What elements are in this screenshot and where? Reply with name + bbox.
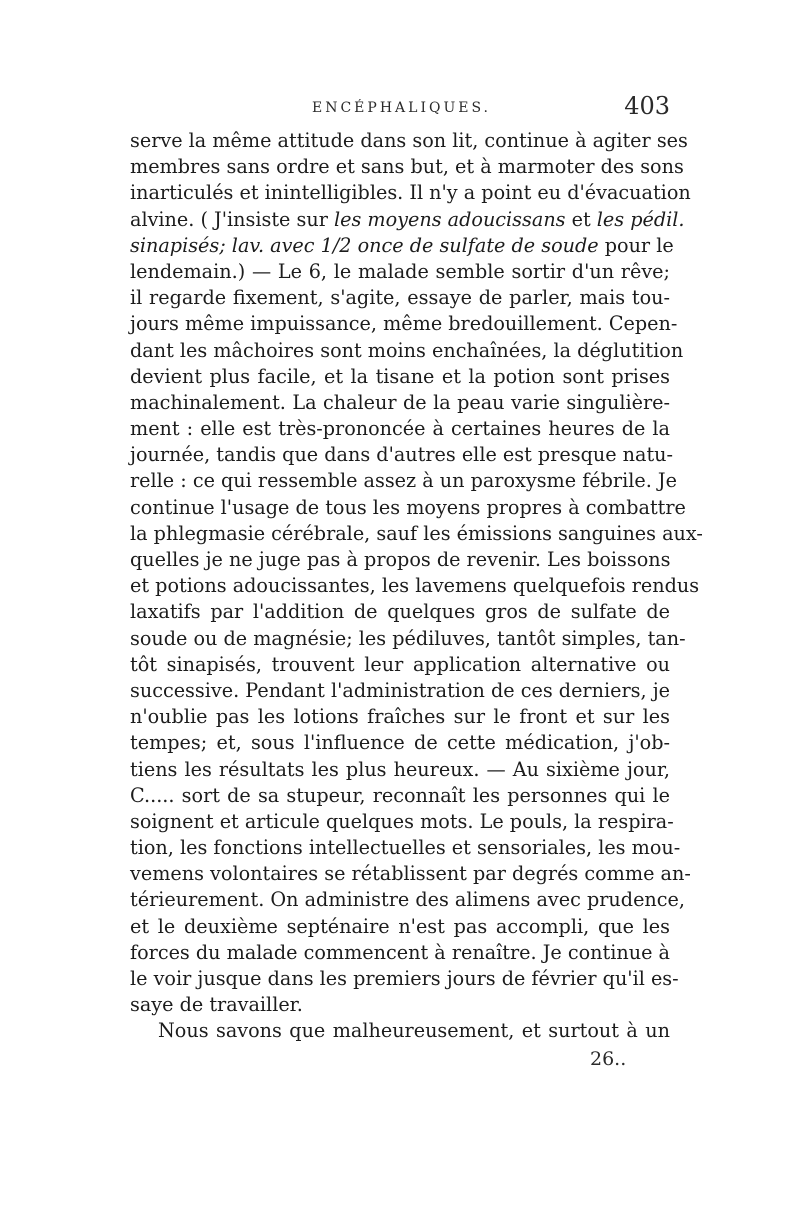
- text-line: machinalement. La chaleur de la peau varie singulière-: [130, 390, 670, 414]
- text-line: lendemain.) — Le 6, le malade semble sortir d'un rêve;: [130, 259, 670, 283]
- text-line: dant les mâchoires sont moins enchaînées, la déglutition: [130, 338, 684, 362]
- text-line: successive. Pendant l'administration de ces derniers, je: [130, 678, 670, 702]
- text-line: tempes; et, sous l'influence de cette médication, j'ob-: [130, 731, 670, 755]
- text-line: le voir jusque dans les premiers jours de février qu'il es-: [130, 967, 679, 990]
- text-line: tion, les fonctions intellectuelles et sensoriales, les mou-: [130, 836, 681, 860]
- text-line: continue l'usage de tous les moyens propres à combattre: [130, 495, 686, 519]
- italic-text: les moyens adoucissans: [333, 207, 566, 231]
- text-line: inarticulés et inintelligibles. Il n'y a point eu d'évacuation: [130, 181, 691, 205]
- italic-text: les pédil.: [596, 207, 685, 231]
- text-line: laxatifs par l'addition de quelques gros de sulfate de: [130, 600, 670, 624]
- text-line: [130, 207, 685, 233]
- text-segment: et: [565, 207, 597, 231]
- text-segment: alvine. ( J'insiste sur: [130, 207, 334, 231]
- text-line: saye de travailler.: [130, 993, 303, 1017]
- text-line: quelles je ne juge pas à propos de revenir. Les boissons: [130, 548, 671, 571]
- text-segment: pour le: [598, 233, 674, 257]
- text-line: il regarde fixement, s'agite, essaye de parler, mais tou-: [130, 286, 670, 310]
- text-line: Nous savons que malheureusement, et surtout à un: [158, 1019, 670, 1043]
- text-line: vemens volontaires se rétablissent par degrés comme an-: [130, 862, 691, 886]
- text-line: serve la même attitude dans son lit, continue à agiter ses: [130, 129, 688, 152]
- text-line: relle : ce qui ressemble assez à un paroxysme fébrile. Je: [130, 469, 677, 493]
- text-line: tôt sinapisés, trouvent leur application alternative ou: [130, 652, 670, 676]
- text-line: devient plus facile, et la tisane et la potion sont prises: [130, 364, 670, 388]
- signature-mark: 26..: [590, 1048, 627, 1070]
- text-line: membres sans ordre et sans but, et à marmoter des sons: [130, 155, 684, 179]
- page-header: [130, 92, 670, 128]
- italic-text: sinapisés; lav. avec 1/2 once de sulfate de soude: [130, 233, 599, 257]
- text-line: tiens les résultats les plus heureux. — Au sixième jour,: [130, 757, 670, 781]
- running-head: ENCÉPHALIQUES.: [312, 100, 492, 116]
- text-line: soude ou de magnésie; les pédiluves, tantôt simples, tan-: [130, 626, 686, 650]
- text-line: [130, 233, 674, 259]
- text-line: journée, tandis que dans d'autres elle est presque natu-: [130, 443, 674, 467]
- text-line: et potions adoucissantes, les lavemens quelquefois rendus: [130, 574, 700, 598]
- text-line: jours même impuissance, même bredouillement. Cepen-: [130, 312, 678, 336]
- text-line: ment : elle est très-prononcée à certaines heures de la: [130, 417, 670, 441]
- body-text: [130, 128, 703, 1045]
- text-line: forces du malade commencent à renaître. Je continue à: [130, 940, 670, 964]
- page-number: 403: [624, 92, 670, 120]
- text-line: soignent et articule quelques mots. Le pouls, la respira-: [130, 809, 674, 833]
- text-line: et le deuxième septénaire n'est pas accompli, que les: [130, 914, 670, 938]
- text-line: la phlegmasie cérébrale, sauf les émissions sanguines aux-: [130, 521, 703, 545]
- text-line: n'oublie pas les lotions fraîches sur le front et sur les: [130, 705, 670, 729]
- text-line: térieurement. On administre des alimens avec prudence,: [130, 888, 685, 912]
- text-line: C..... sort de sa stupeur, reconnaît les personnes qui le: [130, 783, 670, 807]
